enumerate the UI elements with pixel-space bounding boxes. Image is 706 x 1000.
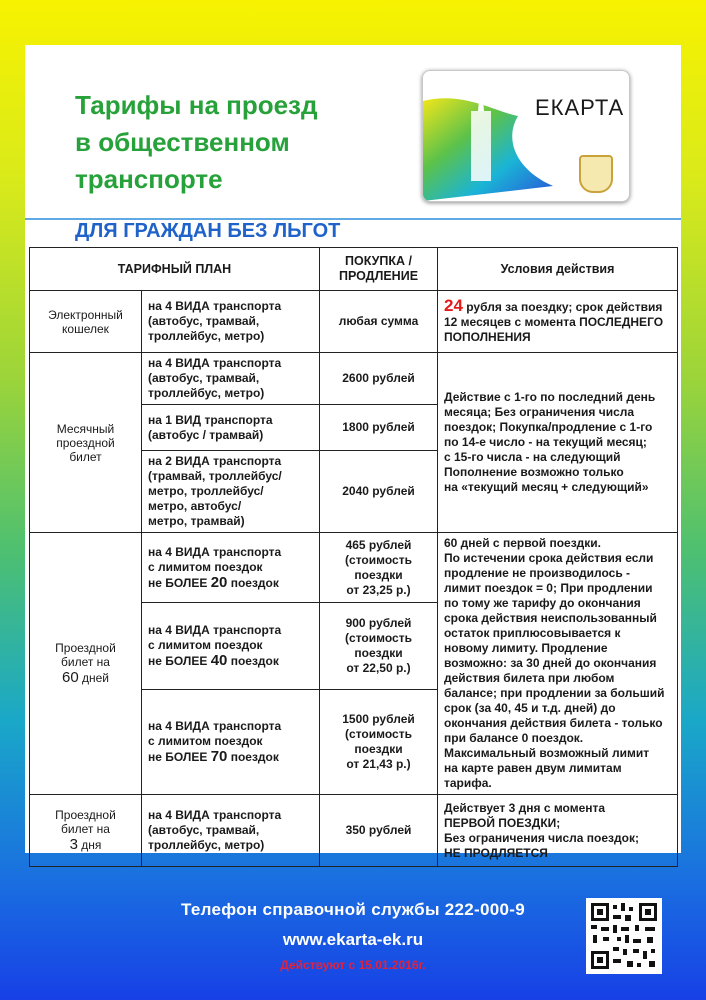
title-line: Тарифы на проезд: [75, 90, 318, 120]
title-line: в общественном: [75, 127, 290, 157]
cell-text: поездок: [227, 749, 279, 764]
cell-line: на 1 ВИД транспорта: [148, 412, 273, 427]
footer-website-link[interactable]: www.ekarta-ek.ru: [282, 930, 424, 949]
cell-line: (трамвай, троллейбус/: [148, 469, 282, 483]
cell-text: дней: [78, 671, 110, 685]
cell-line: (стоимость: [345, 552, 412, 567]
cell-line: по 14-е число - на текущий месяц;: [444, 435, 647, 449]
header-purchase-line: ПРОДЛЕНИЕ: [338, 269, 419, 283]
cell-line: троллейбус, метро): [148, 838, 265, 852]
cell-number: 40: [210, 651, 228, 669]
cell-line: (автобус, трамвай,: [148, 371, 260, 385]
cell-line: новому лимиту. Продление: [444, 641, 608, 655]
cell-line: с лимитом поездок: [148, 637, 263, 652]
cell-line: с 15-го числа - на следующий: [444, 450, 621, 464]
monthly-transport: [142, 353, 320, 405]
ekarta-card-image: [422, 70, 630, 202]
cell-line: поездок; Покупка/продление с 1-го: [444, 420, 653, 434]
monthly-conditions: [438, 353, 678, 533]
footer-effective-date: Действуют с 15.01.2016г.: [280, 958, 426, 972]
cell-line: при балансе 0 поездок.: [444, 731, 584, 745]
table-row: [30, 353, 678, 405]
monthly-transport: [142, 405, 320, 451]
cell-line: срока действия неиспользованный: [444, 611, 657, 625]
table-header-row: [30, 248, 678, 291]
monthly-price: 2040 рублей: [320, 451, 438, 533]
cell-text: не БОЛЕЕ: [148, 653, 211, 668]
section-subtitle: ДЛЯ ГРАЖДАН БЕЗ ЛЬГОТ: [75, 220, 341, 242]
cell-line: ПОПОЛНЕНИЯ: [444, 330, 531, 344]
poster-panel: [25, 45, 681, 860]
cell-line: от 23,25 р.): [346, 582, 411, 597]
cell-line: на 4 ВИДА транспорта: [148, 808, 282, 822]
cell-line: на 4 ВИДА транспорта: [148, 299, 282, 313]
cell-number: 3: [69, 836, 78, 853]
cell-line: на карте равен двум лимитам: [444, 761, 622, 775]
sixty-price: [320, 603, 438, 690]
cell-line: [36, 669, 135, 686]
tariff-table: [29, 247, 678, 867]
cell-line: [36, 836, 135, 853]
cell-line: с лимитом поездок: [148, 733, 263, 748]
cell-line: проездной: [56, 435, 115, 450]
cell-line: 465 рублей: [345, 537, 412, 552]
cell-line: возможно: за 30 дней до окончания: [444, 656, 657, 670]
cell-line: поездки: [354, 741, 403, 756]
cell-line: кошелек: [62, 321, 109, 336]
cell-line: Действует 3 дня с момента: [444, 800, 606, 815]
cell-line: балансе; при продлении за больший: [444, 686, 665, 700]
cell-line: продление не производилось -: [444, 566, 631, 580]
card-logo: ЕКАРТА: [535, 95, 625, 120]
qr-code-icon: [586, 898, 662, 974]
cell-number: 20: [210, 573, 228, 591]
monthly-price: 1800 рублей: [320, 405, 438, 451]
cell-line: на 4 ВИДА транспорта: [148, 718, 282, 733]
cell-line: действия билета при любом: [444, 671, 615, 685]
cell-line: на 4 ВИДА транспорта: [148, 622, 282, 637]
wallet-transport: [142, 291, 320, 353]
cell-line: троллейбус, метро): [148, 329, 265, 343]
header-plan: ТАРИФНЫЙ ПЛАН: [30, 248, 320, 291]
cell-line: 12 месяцев с момента ПОСЛЕДНЕГО: [444, 315, 664, 329]
cell-line: остаток приплюсовывается к: [444, 626, 621, 640]
cell-line: поездки: [354, 567, 403, 582]
wallet-conditions: [438, 291, 678, 353]
cell-line: лимит поездок = 0; При продлении: [444, 581, 653, 595]
cell-line: тарифа.: [444, 776, 492, 790]
cell-line: билет на: [61, 655, 110, 669]
three-name: [30, 795, 142, 867]
cell-line: [444, 298, 671, 315]
cell-line: По истечении срока действия если: [444, 551, 654, 565]
cell-line: окончания действия билета - только: [444, 716, 663, 730]
cell-line: Проездной: [55, 641, 116, 655]
three-conditions: [438, 795, 678, 867]
cell-line: 900 рублей: [345, 615, 412, 630]
cell-line: 60 дней с первой поездки.: [444, 536, 602, 550]
cell-line: Без ограничения числа поездок;: [444, 830, 639, 845]
cell-number: 70: [210, 747, 228, 765]
cell-line: Месячный: [56, 421, 115, 436]
cell-line: билет: [69, 449, 102, 464]
cell-line: на 4 ВИДА транспорта: [148, 356, 282, 370]
cell-line: Пополнение возможно только: [444, 465, 624, 479]
cell-line: метро, автобус/: [148, 499, 242, 513]
sixty-transport: [142, 603, 320, 690]
header-purchase-line: ПОКУПКА /: [344, 254, 412, 268]
cell-line: от 22,50 р.): [346, 660, 411, 675]
cell-line: (стоимость: [345, 630, 412, 645]
sixty-transport: [142, 533, 320, 603]
cell-line: метро, троллейбус/: [148, 484, 264, 498]
cell-line: Действие с 1-го по последний день: [444, 390, 656, 404]
wallet-price: любая сумма: [320, 291, 438, 353]
cell-line: срок (за 40, 45 и т.д. дней) до: [444, 701, 616, 715]
cell-line: на «текущий месяц + следующий»: [444, 480, 649, 494]
cell-number: 60: [61, 669, 79, 686]
cell-line: Проездной: [55, 808, 116, 822]
cell-line: поездки: [354, 645, 403, 660]
monthly-name: [30, 353, 142, 533]
cell-line: (автобус, трамвай,: [148, 314, 260, 328]
cell-line: троллейбус, метро): [148, 386, 265, 400]
sixty-price: [320, 533, 438, 603]
cell-line: [148, 749, 313, 765]
fare-highlight: 24: [444, 296, 463, 315]
page-title: [75, 87, 375, 198]
cell-text: поездок: [227, 653, 279, 668]
header-conditions: Условия действия: [438, 248, 678, 291]
cell-line: (стоимость: [345, 726, 412, 741]
cell-line: билет на: [61, 822, 110, 836]
cell-line: на 4 ВИДА транспорта: [148, 544, 282, 559]
cell-line: (автобус, трамвай,: [148, 823, 260, 837]
three-transport: [142, 795, 320, 867]
monthly-transport: [142, 451, 320, 533]
sixty-conditions: [438, 533, 678, 795]
sixty-transport: [142, 689, 320, 794]
cell-line: 1500 рублей: [342, 711, 415, 726]
header-purchase: [320, 248, 438, 291]
cell-text: дня: [77, 838, 102, 852]
cell-line: метро, трамвай): [148, 514, 245, 528]
table-row: [30, 795, 678, 867]
sixty-name: [30, 533, 142, 795]
cell-text: поездок: [227, 575, 279, 590]
cell-line: месяца; Без ограничения числа: [444, 405, 635, 419]
cell-line: ПЕРВОЙ ПОЕЗДКИ;: [444, 815, 561, 830]
cell-line: НЕ ПРОДЛЯЕТСЯ: [444, 845, 548, 860]
footer-phone: Телефон справочной службы 222-000-9: [181, 900, 525, 919]
coat-of-arms-icon: [579, 155, 613, 193]
cell-text: не БОЛЕЕ: [148, 575, 211, 590]
cell-line: (автобус / трамвай): [148, 427, 264, 442]
monthly-price: 2600 рублей: [320, 353, 438, 405]
three-price: 350 рублей: [320, 795, 438, 867]
cell-line: Максимальный возможный лимит: [444, 746, 650, 760]
cell-line: на 2 ВИДА транспорта: [148, 454, 282, 468]
table-row: [30, 533, 678, 603]
cell-line: с лимитом поездок: [148, 559, 263, 574]
cell-line: [148, 575, 313, 591]
cell-text: рубля за поездку; срок действия: [462, 300, 663, 314]
qr-code-graphic: [589, 901, 659, 971]
table-row: [30, 291, 678, 353]
cell-line: по тому же тарифу до окончания: [444, 596, 641, 610]
cell-line: [148, 653, 313, 669]
cell-line: Электронный: [48, 307, 123, 322]
cell-line: от 21,43 р.): [346, 756, 411, 771]
title-line: транспорте: [75, 164, 223, 194]
sixty-price: [320, 689, 438, 794]
cell-text: не БОЛЕЕ: [148, 749, 211, 764]
wallet-name: [30, 291, 142, 353]
